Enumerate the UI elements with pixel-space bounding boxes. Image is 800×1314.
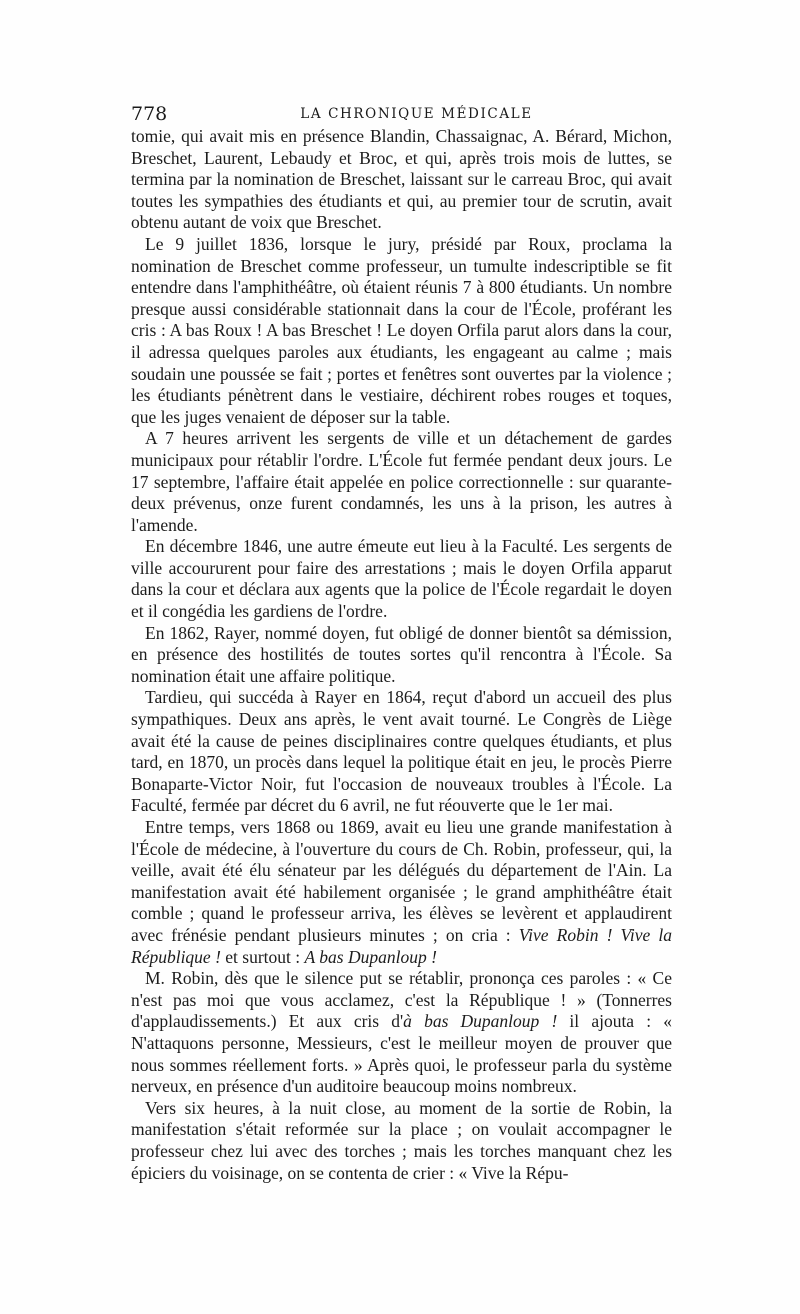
paragraph xyxy=(131,428,672,536)
paragraph xyxy=(131,234,672,428)
paragraph-text: il ajouta : « N'attaquons personne, Messieurs, c'est le meilleur moyen de prouver que nous sommes réellement forts. » Après quoi, le professeur parla du système nerveux, en présence d'un auditoire beaucoup moins nombreux. xyxy=(131,1011,672,1097)
paragraph-text: En 1862, Rayer, nommé doyen, fut obligé de donner bientôt sa démission, en présence des hostilités de toutes sortes qu'il rencontra à l'École. Sa nomination était une affaire politique. xyxy=(131,622,672,686)
italic-quote: A bas Dupanloup ! xyxy=(304,946,437,967)
paragraph xyxy=(131,126,672,234)
paragraph xyxy=(131,817,672,968)
italic-quote: Vive Robin ! Vive la République ! xyxy=(131,924,672,967)
journal-title: LA CHRONIQUE MÉDICALE xyxy=(300,106,533,122)
paragraph xyxy=(131,536,672,622)
paragraph xyxy=(131,1098,672,1184)
paragraph xyxy=(131,968,672,1098)
paragraph-text: En décembre 1846, une autre émeute eut lieu à la Faculté. Les sergents de ville accoururent pour faire des arrestations ; mais le doyen Orfila apparut dans la cour et déclara aux agents que la police de l'École regardait le doyen et il congédia les gardiens de l'ordre. xyxy=(131,536,672,622)
paragraph-text: Le 9 juillet 1836, lorsque le jury, présidé par Roux, proclama la nomination de Breschet comme professeur, un tumulte indescriptible se fit entendre dans l'amphithéâtre, où étaient réunis 7 à 800 étudiants. Un nombre presque aussi considérable stationnait dans la cour de l'École, proférant les cris : A bas Roux ! A bas Breschet ! Le doyen Orfila parut alors dans la cour, il adressa quelques paroles aux étudiants, les engageant au calme ; mais soudain une poussée se fait ; portes et fenêtres sont ouvertes par la violence ; les étudiants pénètrent dans le vestiaire, déchirent robes rouges et toques, que les juges venaient de déposer sur la table. xyxy=(131,233,672,427)
paragraph-text: Entre temps, vers 1868 ou 1869, avait eu lieu une grande manifestation à l'École de médecine, à l'ouverture du cours de Ch. Robin, professeur, qui, la veille, avait été élu sénateur par les délégués du département de l'Ain. La manifestation avait été habilement organisée ; le grand amphithéâtre était comble ; quand le professeur arriva, les élèves se levèrent et applaudirent avec frénésie pendant plusieurs minutes ; on cria : xyxy=(131,817,672,945)
paragraph-text: tomie, qui avait mis en présence Blandin, Chassaignac, A. Bérard, Michon, Breschet, Laurent, Lebaudy et Broc, et qui, après trois mois de luttes, se termina par la nomination de Breschet, laissant sur le carreau Broc, qui avait toutes les sympathies des étudiants et qui, au premier tour de scrutin, avait obtenu autant de voix que Breschet. xyxy=(131,126,672,233)
paragraph-text: et surtout : xyxy=(220,946,305,967)
paragraph-text: Vers six heures, à la nuit close, au moment de la sortie de Robin, la manifestation s'était reformée sur la place ; on voulait accompagner le professeur chez lui avec des torches ; mais les torches manquant chez les épiciers du voisinage, on se contenta de crier : « Vive la Répu- xyxy=(131,1097,672,1183)
paragraph-text: A 7 heures arrivent les sergents de ville et un détachement de gardes municipaux pour rétablir l'ordre. L'École fut fermée pendant deux jours. Le 17 septembre, l'affaire était appelée en police correctionnelle : sur quarante-deux prévenus, onze furent condamnés, les uns à la prison, les autres à l'amende. xyxy=(131,428,672,535)
paragraph xyxy=(131,687,672,817)
body-text xyxy=(131,126,672,1184)
italic-quote: à bas Dupanloup ! xyxy=(403,1011,558,1032)
paragraph xyxy=(131,623,672,688)
paragraph-text: Tardieu, qui succéda à Rayer en 1864, reçut d'abord un accueil des plus sympathiques. Deux ans après, le vent avait tourné. Le Congrès de Liège avait été la cause de peines disciplinaires contre quelques étudiants, et plus tard, en 1870, un procès dans lequel la politique était en jeu, le procès Pierre Bonaparte-Victor Noir, fut l'occasion de nouveaux troubles à l'École. La Faculté, fermée par décret du 6 avril, ne fut réouverte que le 1er mai. xyxy=(131,687,672,816)
paragraph-text: M. Robin, dès que le silence put se rétablir, prononça ces paroles : « Ce n'est pas moi que vous acclamez, c'est la République ! » (Tonnerres d'applaudissements.) Et aux cris d' xyxy=(131,968,672,1032)
page-number: 778 xyxy=(131,103,168,125)
